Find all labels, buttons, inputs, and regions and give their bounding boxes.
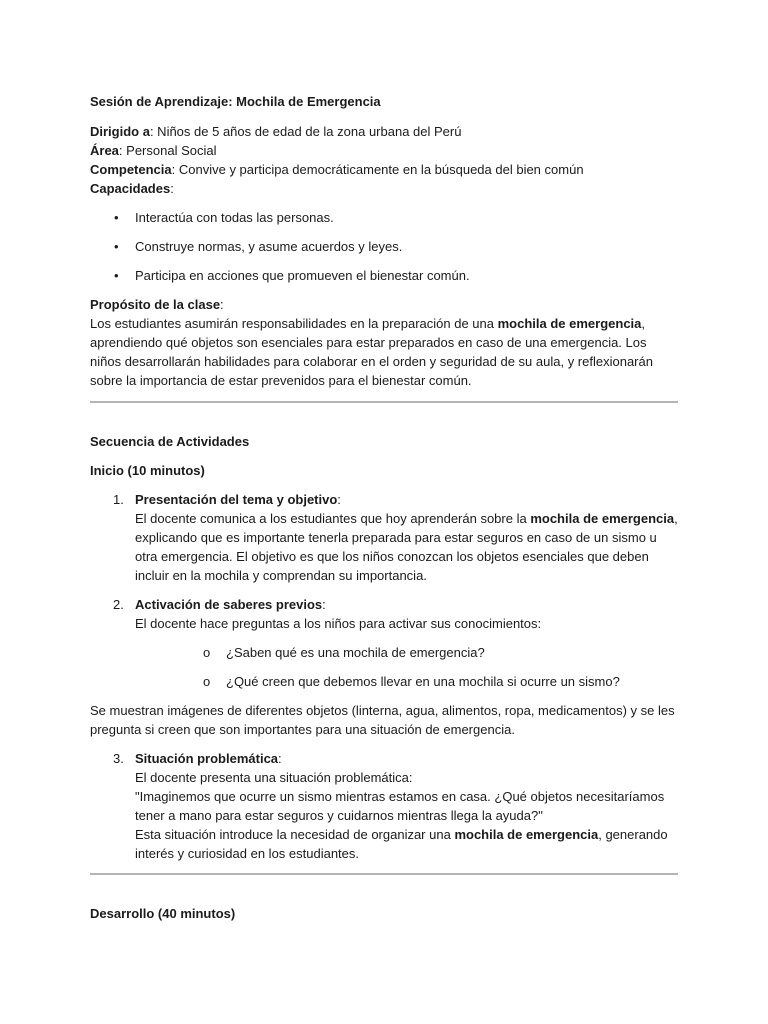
question-item: o ¿Saben qué es una mochila de emergencia? — [135, 643, 680, 662]
step-number: 3. — [113, 751, 124, 766]
desarrollo-heading: Desarrollo (40 minutos) — [90, 906, 236, 921]
step-text: El docente comunica a los estudiantes que hoy aprenderán sobre la mochila de emergencia, explicando que es importante tenerla preparada para estar seguros en caso de un sismo u otra emergencia. El objetivo es que los niños conozcan los objetos esenciales que deben incluir en la mochila y comprendan su importancia. — [135, 511, 678, 583]
secuencia-heading: Secuencia de Actividades — [90, 434, 250, 449]
dirigido-line — [90, 122, 680, 141]
step-title: Activación de saberes previos: — [135, 597, 326, 612]
imagenes-paragraph: Se muestran imágenes de diferentes objetos (linterna, agua, alimentos, ropa, medicamentos) y se les pregunta si creen que son importantes para una situación de emergencia. — [90, 703, 675, 737]
area-label: Área — [90, 143, 119, 158]
capacidades-list — [90, 208, 680, 285]
step-text: El docente hace preguntas a los niños para activar sus conocimientos: — [135, 616, 542, 631]
competencia-line — [90, 160, 680, 179]
list-item: • Interactúa con todas las personas. — [90, 208, 680, 227]
step-number: 2. — [113, 597, 124, 612]
capacidades-line: Capacidades: — [90, 181, 174, 196]
list-item: • Participa en acciones que promueven el bienestar común. — [90, 266, 680, 285]
inicio-steps-cont — [90, 749, 680, 863]
step-quote: "Imaginemos que ocurre un sismo mientras estamos en casa. ¿Qué objetos necesitaríamos tener a mano para estar seguros y cuidarnos mientras llega la ayuda?" — [135, 789, 665, 823]
session-meta — [90, 122, 680, 198]
inicio-steps — [90, 490, 680, 691]
list-item: • Construye normas, y asume acuerdos y leyes. — [90, 237, 680, 256]
step-item — [90, 749, 680, 863]
step-text: Esta situación introduce la necesidad de organizar una mochila de emergencia, generando interés y curiosidad en los estudiantes. — [135, 827, 668, 861]
proposito-heading: Propósito de la clase: — [90, 297, 224, 312]
step-title: Presentación del tema y objetivo: — [135, 492, 341, 507]
competencia-value: : Convive y participa democráticamente en la búsqueda del bien común — [171, 162, 584, 177]
divider — [90, 873, 678, 875]
step-line: El docente presenta una situación problemática: — [135, 770, 413, 785]
step-item — [90, 490, 680, 585]
area-line — [90, 141, 680, 160]
divider — [90, 401, 678, 403]
question-item: o ¿Qué creen que debemos llevar en una mochila si ocurre un sismo? — [135, 672, 680, 691]
step-item — [90, 595, 680, 691]
capacidades-label: Capacidades — [90, 181, 171, 196]
page-title: Sesión de Aprendizaje: Mochila de Emergencia — [90, 94, 381, 109]
document-body — [90, 92, 680, 923]
area-value: : Personal Social — [118, 143, 217, 158]
question-list — [135, 643, 680, 691]
dirigido-label: Dirigido a — [90, 124, 150, 139]
competencia-label: Competencia — [90, 162, 172, 177]
proposito-text: Los estudiantes asumirán responsabilidades en la preparación de una mochila de emergencia, aprendiendo qué objetos son esenciales para estar preparados en caso de una emergencia. Los niños desarrollarán habilidades para colaborar en el orden y seguridad de su aula, y reflexionarán sobre la importancia de estar prevenidos para el bienestar común. — [90, 316, 653, 388]
step-title: Situación problemática: — [135, 751, 282, 766]
inicio-heading: Inicio (10 minutos) — [90, 463, 205, 478]
dirigido-value: : Niños de 5 años de edad de la zona urbana del Perú — [149, 124, 462, 139]
step-number: 1. — [113, 492, 124, 507]
